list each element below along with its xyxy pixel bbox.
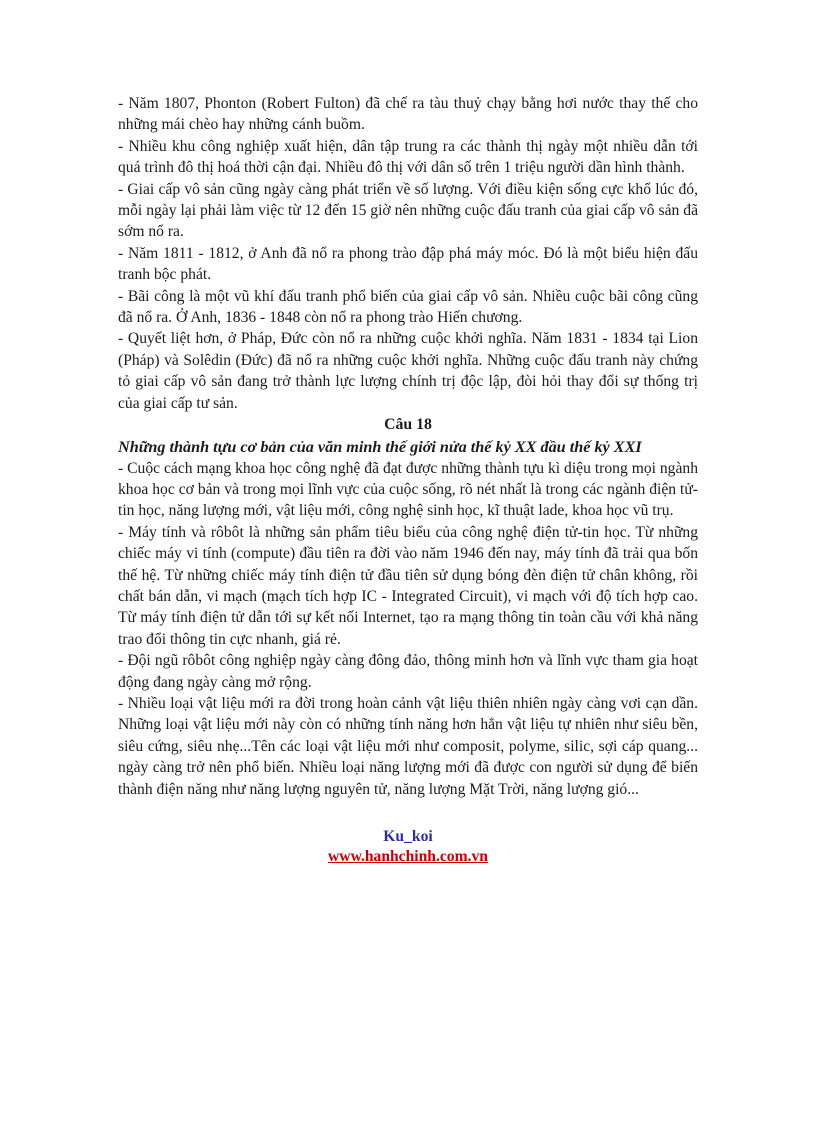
footer-author: Ku_koi xyxy=(383,828,433,845)
paragraph: - Quyết liệt hơn, ở Pháp, Đức còn nổ ra những cuộc khởi nghĩa. Năm 1831 - 1834 tại Lion (Pháp) và Solêdin (Đức) đã nổ ra những cuộc khởi nghĩa. Những cuộc đấu tranh này chứng tỏ giai cấp vô sản đang trở thành lực lượng chính trị độc lập, đòi hỏi thay đổi sự thống trị của giai cấp tư sản. xyxy=(118,330,698,412)
paragraph: - Đội ngũ rôbôt công nghiệp ngày càng đông đảo, thông minh hơn và lĩnh vực tham gia hoạt động đang ngày càng mở rộng. xyxy=(118,652,698,691)
paragraph: - Bãi công là một vũ khí đấu tranh phổ biến của giai cấp vô sản. Nhiều cuộc bãi công cũng đã nổ ra. Ở Anh, 1836 - 1848 còn nổ ra phong trào Hiến chương. xyxy=(118,287,698,327)
page-footer xyxy=(118,827,698,867)
paragraph: - Năm 1811 - 1812, ở Anh đã nổ ra phong trào đập phá máy móc. Đó là một biểu hiện đấu tranh bộc phát. xyxy=(118,244,698,284)
paragraph: - Cuộc cách mạng khoa học công nghệ đã đạt được những thành tựu kì diệu trong mọi ngành khoa học cơ bản và trong mọi lĩnh vực của cuộc sống, rõ nét nhất là trong các ngành điện tử-tin học, năng lượng mới, vật liệu mới, công nghệ sinh học, kĩ thuật lade, khoa học vũ trụ. xyxy=(118,459,698,520)
question-heading: Câu 18 xyxy=(384,416,432,434)
paragraph: - Nhiều khu công nghiệp xuất hiện, dân tập trung ra các thành thị ngày một nhiều dẫn tới quá trình đô thị hoá thời cận đại. Nhiều đô thị với dân số trên 1 triệu người dần hình thành. xyxy=(118,137,698,177)
paragraph: - Giai cấp vô sản cũng ngày càng phát triển về số lượng. Với điều kiện sống cực khổ lúc đó, mỗi ngày lại phải làm việc từ 12 đến 15 giờ nên những cuộc đấu tranh của giai cấp vô sản đã sớm nổ ra. xyxy=(118,180,698,241)
topic-heading: Những thành tựu cơ bản của văn minh thế giới nửa thế kỷ XX đầu thế kỷ XXI xyxy=(118,437,642,456)
document-content xyxy=(118,93,698,867)
paragraph: - Máy tính và rôbôt là những sản phẩm tiêu biểu của công nghệ điện tử-tin học. Từ những chiếc máy vi tính (compute) đầu tiên ra đời vào năm 1946 đến nay, máy tính đã trải qua bốn thế hệ. Từ những chiếc máy tính điện tử đầu tiên sử dụng bóng đèn điện tử chân không, rồi chất bán dẫn, vi mạch (mạch tích hợp IC - Integrated Circuit), vi mạch với độ tích hợp cao. Từ máy tính điện tử dẫn tới sự kết nối Internet, tạo ra mạng thông tin toàn cầu với khả năng trao đổi thông tin cực nhanh, giá rẻ. xyxy=(118,523,698,648)
footer-website-link[interactable]: www.hanhchinh.com.vn xyxy=(328,848,488,865)
paragraph: - Nhiều loại vật liệu mới ra đời trong hoàn cảnh vật liệu thiên nhiên ngày càng vơi cạn dần. Những loại vật liệu mới này còn có những tính năng hơn hẳn vật liệu tự nhiên như siêu bền, siêu cứng, siêu nhẹ...Tên các loại vật liệu mới như composit, polyme, silic, sợi cáp quang... ngày càng trở nên phổ biến. Nhiều loại năng lượng mới đã được con người sử dụng để biến thành điện năng như năng lượng nguyên tử, năng lượng Mặt Trời, năng lượng gió... xyxy=(118,694,698,798)
paragraph: - Năm 1807, Phonton (Robert Fulton) đã chế ra tàu thuỷ chạy bằng hơi nước thay thế cho những mái chèo hay những cánh buồm. xyxy=(118,95,698,134)
